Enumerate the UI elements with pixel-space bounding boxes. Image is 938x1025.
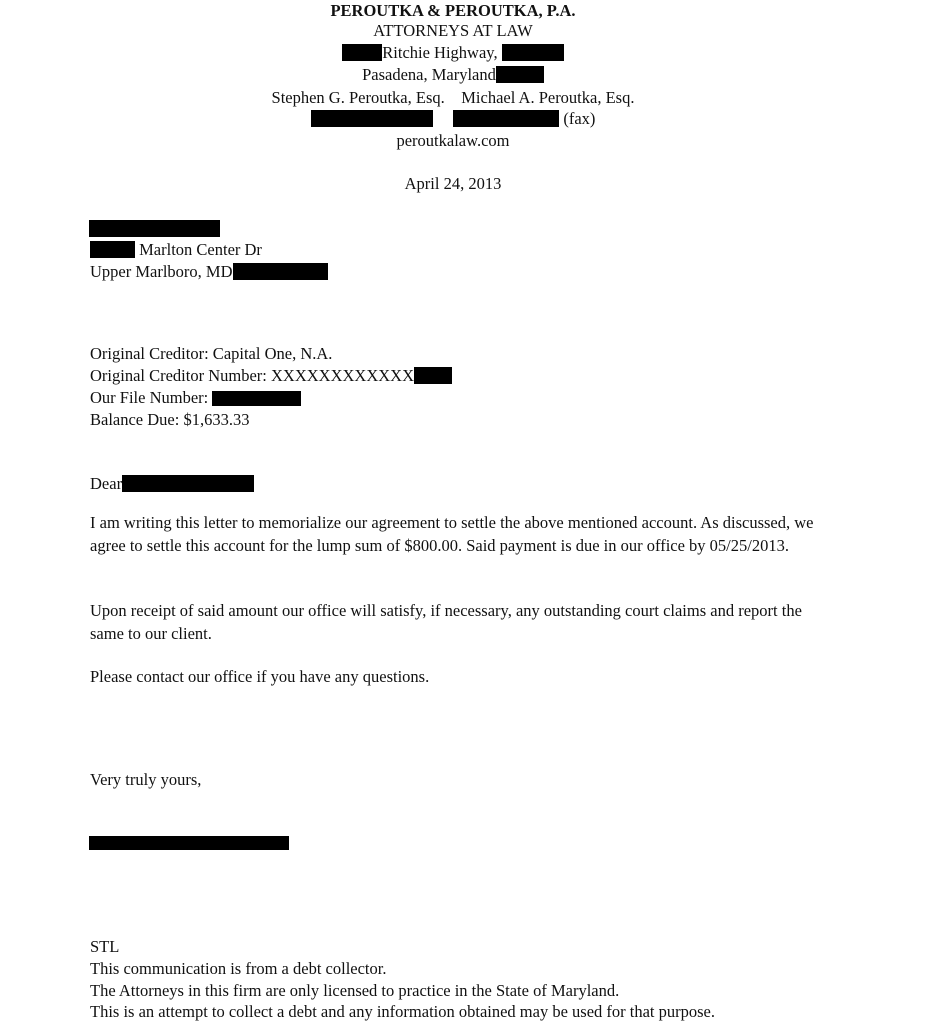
creditor-number: Original Creditor Number: XXXXXXXXXXXX <box>90 366 414 385</box>
creditor-number-line <box>90 365 452 387</box>
redaction-block <box>496 66 544 83</box>
attorney-name: Michael A. Peroutka, Esq. <box>461 88 635 107</box>
firm-street-line <box>0 42 906 64</box>
recipient-city: Upper Marlboro, MD <box>90 262 233 281</box>
licensing-notice: The Attorneys in this firm are only licensed to practice in the State of Maryland. <box>90 981 620 1000</box>
firm-street: Ritchie Highway, <box>382 43 498 62</box>
redaction-block <box>90 241 135 258</box>
firm-name: PEROUTKA & PEROUTKA, P.A. <box>330 1 576 20</box>
redaction-block <box>212 391 301 406</box>
letter-date: April 24, 2013 <box>404 174 502 193</box>
balance-due: Balance Due: $1,633.33 <box>90 410 250 429</box>
initials: STL <box>90 937 120 956</box>
firm-city-line <box>0 64 906 86</box>
redaction-block <box>342 44 382 61</box>
recipient-street-line <box>90 239 262 261</box>
original-creditor: Original Creditor: Capital One, N.A. <box>90 344 333 363</box>
body-paragraph-3: Please contact our office if you have any questions. <box>90 667 430 686</box>
redaction-block <box>414 367 452 384</box>
phone-fax-line <box>0 108 906 130</box>
firm-website: peroutkalaw.com <box>396 131 510 150</box>
file-number-label: Our File Number: <box>90 388 209 407</box>
signature-redaction <box>89 836 289 850</box>
attorneys-line <box>0 87 906 109</box>
file-number-line <box>90 387 301 409</box>
recipient-city-line <box>90 261 328 283</box>
salutation-line <box>90 473 254 495</box>
redaction-block <box>453 110 559 127</box>
recipient-street: Marlton Center Dr <box>139 240 262 259</box>
body-paragraph-1: I am writing this letter to memorialize our agreement to settle the above mentioned account. As discussed, we agree to settle this account for the lump sum of $800.00. Said payment is due in our office by 05/25/2013. <box>90 513 814 555</box>
salutation: Dear <box>90 474 123 493</box>
attorney-name: Stephen G. Peroutka, Esq. <box>271 88 445 107</box>
firm-subtitle: ATTORNEYS AT LAW <box>373 21 533 40</box>
body-paragraph-2: Upon receipt of said amount our office will satisfy, if necessary, any outstanding court claims and report the same to our client. <box>90 601 802 643</box>
fax-label: (fax) <box>563 109 596 128</box>
closing: Very truly yours, <box>90 770 202 789</box>
redaction-block <box>502 44 564 61</box>
recipient-name-redaction <box>89 220 220 237</box>
redaction-block <box>311 110 433 127</box>
debt-collection-disclaimer: This is an attempt to collect a debt and any information obtained may be used for that purpose. <box>90 1002 715 1021</box>
redaction-block <box>122 475 254 492</box>
debt-collector-notice: This communication is from a debt collector. <box>90 959 387 978</box>
redaction-block <box>233 263 328 280</box>
firm-city: Pasadena, Maryland <box>362 65 496 84</box>
